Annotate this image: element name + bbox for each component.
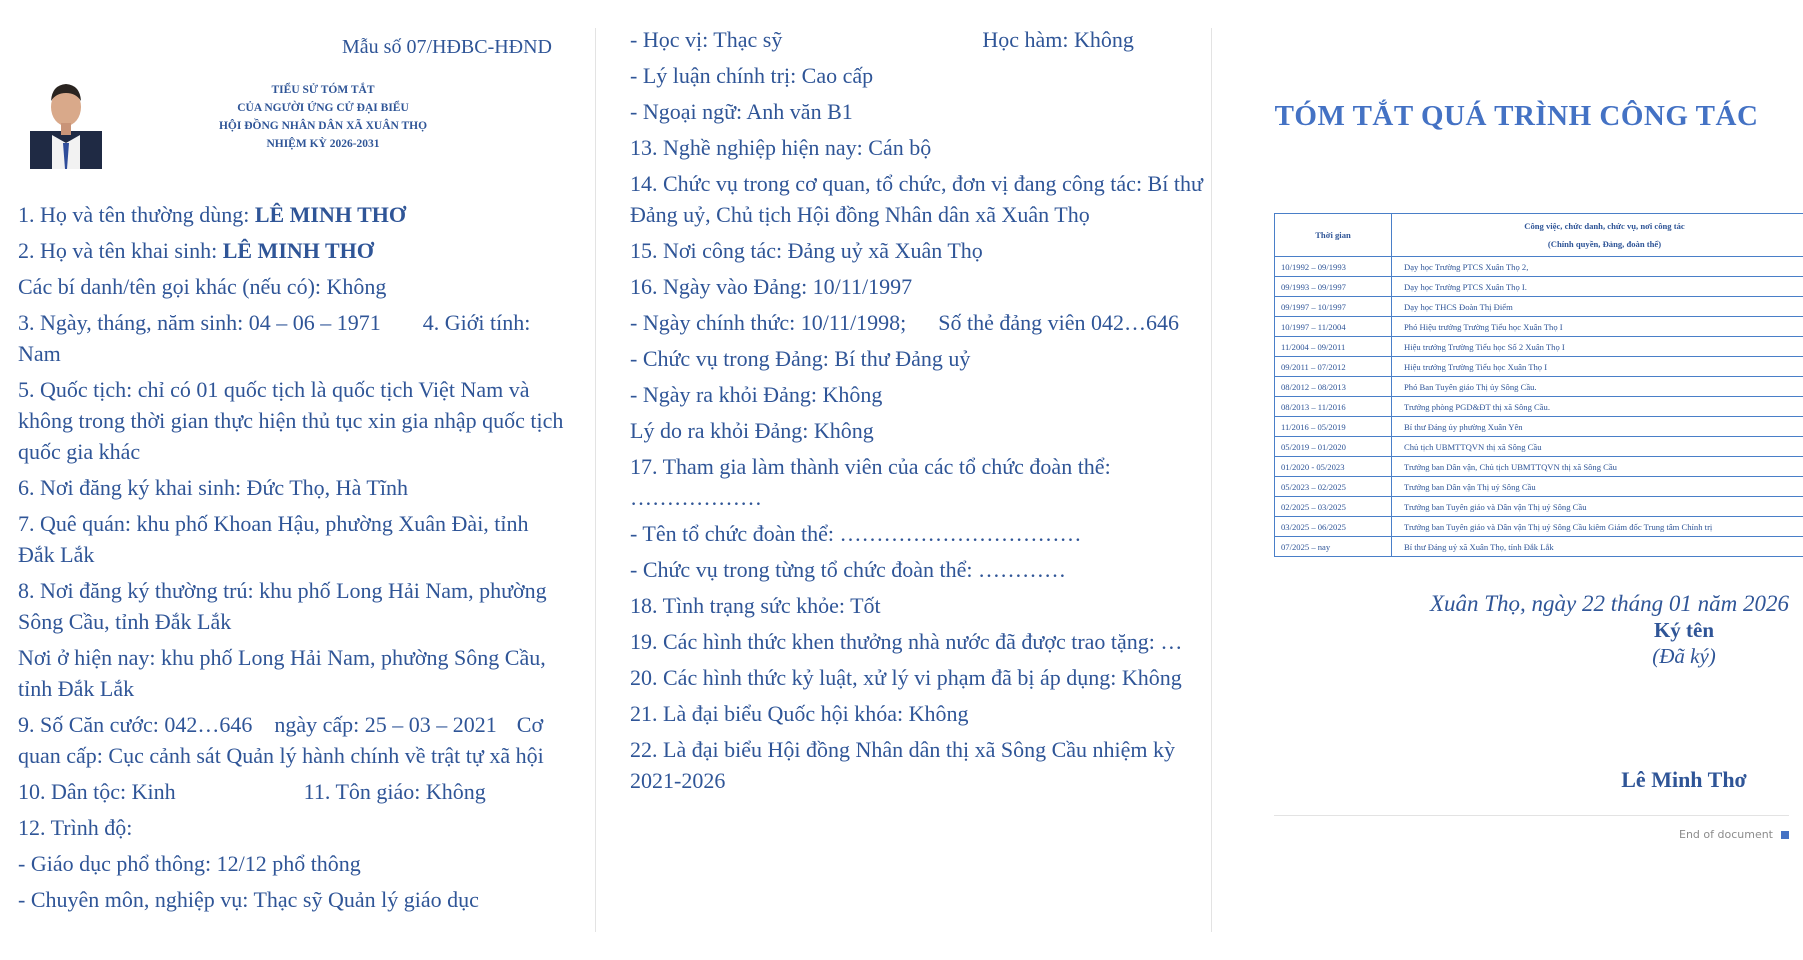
degree-title bbox=[630, 24, 1204, 55]
end-of-document bbox=[1244, 828, 1789, 841]
job-cell: Hiệu trưởng Trường Tiểu học Xuân Thọ I bbox=[1392, 357, 1803, 377]
career-table bbox=[1274, 213, 1803, 557]
signature-status: (Đã ký) bbox=[1652, 644, 1716, 668]
political-theory: - Lý luận chính trị: Cao cấp bbox=[630, 63, 874, 88]
ethnicity-religion bbox=[18, 776, 564, 807]
header-line-1: TIỂU SỬ TÓM TẮT bbox=[271, 84, 375, 96]
birth-name-label: 2. Họ và tên khai sinh: bbox=[18, 238, 223, 263]
end-marker-icon bbox=[1781, 831, 1789, 839]
current-address: Nơi ở hiện nay: khu phố Long Hải Nam, phường Sông Cầu, tỉnh Đắk Lắk bbox=[18, 645, 546, 701]
id-number: 9. Số Căn cước: 042…646 bbox=[18, 712, 253, 737]
common-name-label: 1. Họ và tên thường dùng: bbox=[18, 202, 255, 227]
table-row bbox=[1275, 517, 1803, 537]
period-cell: 08/2013 – 11/2016 bbox=[1275, 397, 1392, 417]
job-header bbox=[1392, 214, 1803, 257]
table-row bbox=[1275, 537, 1803, 557]
common-name bbox=[18, 199, 564, 230]
birth-registration: 6. Nơi đăng ký khai sinh: Đức Thọ, Hà Tĩnh bbox=[18, 475, 408, 500]
period-cell: 02/2025 – 03/2025 bbox=[1275, 497, 1392, 517]
party-leave-date: - Ngày ra khỏi Đảng: Không bbox=[630, 382, 883, 407]
education-heading: 12. Trình độ: bbox=[18, 815, 133, 840]
signature-block bbox=[1584, 617, 1784, 793]
period-cell: 10/1997 – 11/2004 bbox=[1275, 317, 1392, 337]
page-left-column bbox=[0, 0, 586, 960]
table-row bbox=[1275, 437, 1803, 457]
period-cell: 09/2011 – 07/2012 bbox=[1275, 357, 1392, 377]
signer-name: Lê Minh Thơ bbox=[1621, 767, 1747, 792]
job-cell: Bí thư Đảng ủy phường Xuân Yên bbox=[1392, 417, 1803, 437]
table-row bbox=[1275, 337, 1803, 357]
party-leave-reason: Lý do ra khỏi Đảng: Không bbox=[630, 418, 874, 443]
party-position: - Chức vụ trong Đảng: Bí thư Đảng uỷ bbox=[630, 346, 971, 371]
job-cell: Trưởng ban Tuyên giáo và Dân vận Thị uỷ Sông Cầu kiêm Giám đốc Trung tâm Chính trị bbox=[1392, 517, 1803, 537]
period-cell: 01/2020 - 05/2023 bbox=[1275, 457, 1392, 477]
period-cell: 08/2012 – 08/2013 bbox=[1275, 377, 1392, 397]
party-card-number: Số thẻ đảng viên 042…646 bbox=[938, 310, 1180, 335]
date-of-birth: 3. Ngày, tháng, năm sinh: 04 – 06 – 1971 bbox=[18, 310, 381, 335]
common-name-value: LÊ MINH THƠ bbox=[254, 202, 406, 227]
table-row bbox=[1275, 357, 1803, 377]
column-divider bbox=[595, 28, 596, 932]
job-cell: Trưởng ban Tuyên giáo và Dân vận Thị uỷ Sông Cầu bbox=[1392, 497, 1803, 517]
job-cell: Dạy học Trường PTCS Xuân Thọ I. bbox=[1392, 277, 1803, 297]
header-line-3: HỘI ĐỒNG NHÂN DÂN XÃ XUÂN THỌ bbox=[218, 120, 428, 132]
gender: 4. Giới tính: Nam bbox=[18, 310, 531, 366]
table-row bbox=[1275, 477, 1803, 497]
page-right-column bbox=[1212, 0, 1803, 960]
job-cell: Chủ tịch UBMTTQVN thị xã Sông Cầu bbox=[1392, 437, 1803, 457]
permanent-residence: 8. Nơi đăng ký thường trú: khu phố Long Hải Nam, phường Sông Cầu, tỉnh Đắk Lắk bbox=[18, 578, 547, 634]
form-number: Mẫu số 07/HĐBC-HĐND bbox=[342, 36, 552, 58]
career-table-body bbox=[1275, 257, 1803, 557]
personal-info bbox=[18, 199, 564, 915]
id-card bbox=[18, 709, 564, 771]
period-cell: 09/1993 – 09/1997 bbox=[1275, 277, 1392, 297]
document-header bbox=[18, 69, 564, 169]
header-line-4: NHIỆM KỲ 2026-2031 bbox=[266, 138, 380, 150]
council-delegate: 22. Là đại biểu Hội đồng Nhân dân thị xã Sông Cầu nhiệm kỳ 2021-2026 bbox=[630, 737, 1176, 793]
period-cell: 03/2025 – 06/2025 bbox=[1275, 517, 1392, 537]
ethnicity: 10. Dân tộc: Kinh bbox=[18, 779, 176, 804]
end-of-document-label: End of document bbox=[1679, 828, 1773, 841]
party-join-date: 16. Ngày vào Đảng: 10/11/1997 bbox=[630, 274, 913, 299]
table-row bbox=[1275, 257, 1803, 277]
candidate-portrait bbox=[30, 69, 102, 169]
table-row bbox=[1275, 457, 1803, 477]
job-cell: Dạy học THCS Đoàn Thị Điểm bbox=[1392, 297, 1803, 317]
period-cell: 11/2004 – 09/2011 bbox=[1275, 337, 1392, 357]
job-cell: Phó Hiệu trưởng Trường Tiểu học Xuân Thọ I bbox=[1392, 317, 1803, 337]
table-row bbox=[1275, 417, 1803, 437]
job-cell: Phó Ban Tuyên giáo Thị ủy Sông Cầu. bbox=[1392, 377, 1803, 397]
union-membership: 17. Tham gia làm thành viên của các tổ chức đoàn thể: ……………… bbox=[630, 454, 1111, 510]
job-cell: Hiệu trưởng Trường Tiểu học Số 2 Xuân Thọ I bbox=[1392, 337, 1803, 357]
table-row bbox=[1275, 497, 1803, 517]
religion: 11. Tôn giáo: Không bbox=[303, 779, 486, 804]
period-cell: 10/1992 – 09/1993 bbox=[1275, 257, 1392, 277]
job-cell: Trưởng ban Dân vận, Chủ tịch UBMTTQVN thị xã Sông Cầu bbox=[1392, 457, 1803, 477]
job-cell: Bí thư Đảng uỷ xã Xuân Thọ, tỉnh Đắk Lắk bbox=[1392, 537, 1803, 557]
nationality: 5. Quốc tịch: chỉ có 01 quốc tịch là quốc tịch Việt Nam và không trong thời gian thực hiện thủ tục xin gia nhập quốc tịch quốc gia khác bbox=[18, 377, 564, 464]
occupation: 13. Nghề nghiệp hiện nay: Cán bộ bbox=[630, 135, 932, 160]
union-name: - Tên tổ chức đoàn thể: …………………………… bbox=[630, 521, 1082, 546]
degree: - Học vị: Thạc sỹ bbox=[630, 27, 783, 52]
table-header-row bbox=[1275, 214, 1803, 257]
union-position: - Chức vụ trong từng tổ chức đoàn thể: ………… bbox=[630, 557, 1066, 582]
job-cell: Trưởng phòng PGD&ĐT thị xã Sông Cầu. bbox=[1392, 397, 1803, 417]
table-row bbox=[1275, 297, 1803, 317]
period-cell: 05/2019 – 01/2020 bbox=[1275, 437, 1392, 457]
general-education: - Giáo dục phổ thông: 12/12 phổ thông bbox=[18, 851, 361, 876]
party-official-date: - Ngày chính thức: 10/11/1998; bbox=[630, 310, 907, 335]
header-line-2: CỦA NGƯỜI ỨNG CỬ ĐẠI BIỂU bbox=[237, 102, 409, 114]
foreign-language: - Ngoại ngữ: Anh văn B1 bbox=[630, 99, 853, 124]
id-issue-date: ngày cấp: 25 – 03 – 2021 bbox=[274, 712, 497, 737]
birth-name-value: LÊ MINH THƠ bbox=[222, 238, 374, 263]
period-cell: 11/2016 – 05/2019 bbox=[1275, 417, 1392, 437]
signature-label: Ký tên bbox=[1653, 618, 1715, 642]
specialty: - Chuyên môn, nghiệp vụ: Thạc sỹ Quản lý giáo dục bbox=[18, 887, 479, 912]
table-row bbox=[1275, 317, 1803, 337]
period-cell: 05/2023 – 02/2025 bbox=[1275, 477, 1392, 497]
table-row bbox=[1275, 377, 1803, 397]
workplace: 15. Nơi công tác: Đảng uỷ xã Xuân Thọ bbox=[630, 238, 983, 263]
career-summary-title: TÓM TẮT QUÁ TRÌNH CÔNG TÁC bbox=[1274, 100, 1759, 132]
document-title bbox=[102, 69, 564, 153]
job-header-line-2: (Chính quyền, Đảng, đoàn thể) bbox=[1547, 239, 1662, 249]
hometown: 7. Quê quán: khu phố Khoan Hậu, phường Xuân Đài, tỉnh Đắk Lắk bbox=[18, 511, 529, 567]
period-cell: 07/2025 – nay bbox=[1275, 537, 1392, 557]
current-position: 14. Chức vụ trong cơ quan, tổ chức, đơn vị đang công tác: Bí thư Đảng uỷ, Chủ tịch Hội đồng Nhân dân xã Xuân Thọ bbox=[630, 171, 1203, 227]
table-row bbox=[1275, 397, 1803, 417]
job-header-line-1: Công việc, chức danh, chức vụ, nơi công tác bbox=[1524, 221, 1685, 231]
id-issuer: Cơ quan cấp: Cục cảnh sát Quản lý hành chính về trật tự xã hội bbox=[18, 712, 544, 768]
sign-place-date: Xuân Thọ, ngày 22 tháng 01 năm 2026 bbox=[1429, 591, 1789, 616]
party-official bbox=[630, 307, 1204, 338]
academic-title: Học hàm: Không bbox=[982, 27, 1134, 52]
birth-name bbox=[18, 235, 564, 266]
job-cell: Dạy học Trường PTCS Xuân Thọ 2, bbox=[1392, 257, 1803, 277]
state-awards: 19. Các hình thức khen thưởng nhà nước đã được trao tặng: … bbox=[630, 629, 1183, 654]
dob-gender bbox=[18, 307, 564, 369]
alias: Các bí danh/tên gọi khác (nếu có): Không bbox=[18, 274, 387, 299]
health-status: 18. Tình trạng sức khỏe: Tốt bbox=[630, 593, 881, 618]
job-cell: Trưởng ban Dân vận Thị uỷ Sông Cầu bbox=[1392, 477, 1803, 497]
divider bbox=[1274, 815, 1789, 816]
period-cell: 09/1997 – 10/1997 bbox=[1275, 297, 1392, 317]
national-assembly-delegate: 21. Là đại biểu Quốc hội khóa: Không bbox=[630, 701, 969, 726]
table-row bbox=[1275, 277, 1803, 297]
period-header: Thời gian bbox=[1275, 214, 1392, 257]
page-middle-column bbox=[598, 0, 1204, 960]
disciplinary-actions: 20. Các hình thức kỷ luật, xử lý vi phạm đã bị áp dụng: Không bbox=[630, 665, 1182, 690]
